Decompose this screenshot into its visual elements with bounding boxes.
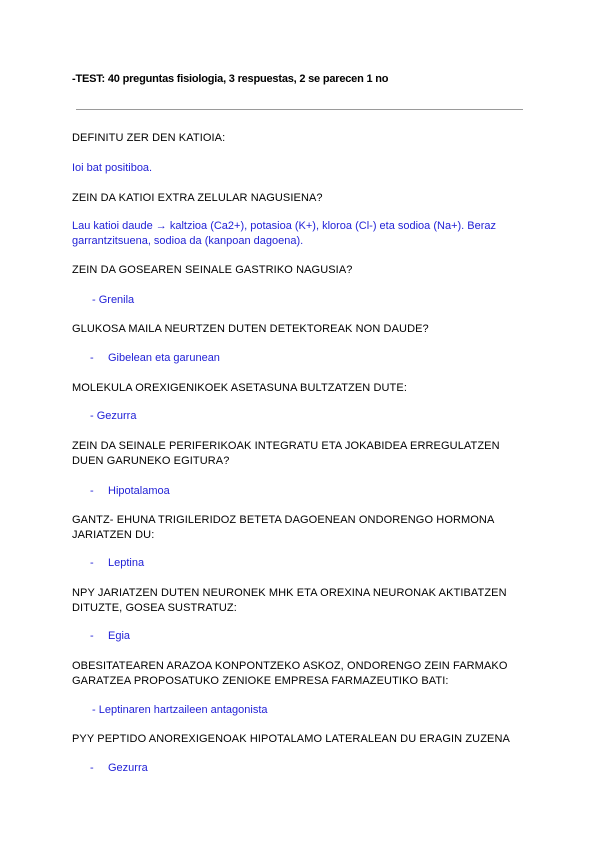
list-dash: - <box>90 762 94 774</box>
answer-10-text: Gezurra <box>108 762 148 774</box>
list-dash: - <box>90 352 94 364</box>
answer-8-text: Egia <box>108 630 131 642</box>
question-5: MOLEKULA OREXIGENIKOEK ASETASUNA BULTZATZEN DUTE: <box>72 382 407 394</box>
answer-7 <box>90 556 144 571</box>
answer-4-text: Gibelean eta garunean <box>108 352 220 364</box>
document-title: -TEST: 40 preguntas fisiologia, 3 respuestas, 2 se parecen 1 no <box>72 73 389 85</box>
horizontal-rule <box>76 109 523 110</box>
question-4: GLUKOSA MAILA NEURTZEN DUTEN DETEKTOREAK NON DAUDE? <box>72 323 429 335</box>
answer-3: - Grenila <box>92 294 135 306</box>
question-7: GANTZ- EHUNA TRIGILERIDOZ BETETA DAGOENEAN ONDORENGO HORMONA JARIATZEN DU: <box>72 514 494 541</box>
list-dash: - <box>90 485 94 497</box>
question-9: OBESITATEAREN ARAZOA KONPONTZEKO ASKOZ, ONDORENGO ZEIN FARMAKO GARATZEA PROPOSATUKO ZENIOKE EMPRESA FARMAZEUTIKO BATI: <box>72 660 508 687</box>
answer-9: - Leptinaren hartzaileen antagonista <box>92 704 268 716</box>
answer-2: Lau katioi daude → kaltzioa (Ca2+), potasioa (K+), kloroa (Cl-) eta sodioa (Na+). Beraz garrantzitsuena, sodioa da (kanpoan dagoena). <box>72 220 497 247</box>
list-dash: - <box>90 630 94 642</box>
question-6: ZEIN DA SEINALE PERIFERIKOAK INTEGRATU ETA JOKABIDEA ERREGULATZEN DUEN GARUNEKO EGITURA? <box>72 440 500 467</box>
answer-1: Ioi bat positiboa. <box>72 162 153 174</box>
list-dash: - <box>90 557 94 569</box>
answer-7-text: Leptina <box>108 557 145 569</box>
question-2: ZEIN DA KATIOI EXTRA ZELULAR NAGUSIENA? <box>72 192 323 204</box>
answer-8 <box>90 629 130 644</box>
question-10: PYY PEPTIDO ANOREXIGENOAK HIPOTALAMO LATERALEAN DU ERAGIN ZUZENA <box>72 733 510 745</box>
answer-4 <box>90 351 220 366</box>
question-8: NPY JARIATZEN DUTEN NEURONEK MHK ETA OREXINA NEURONAK AKTIBATZEN DITUZTE, GOSEA SUSTRATUZ: <box>72 587 507 614</box>
answer-6-text: Hipotalamoa <box>108 485 170 497</box>
answer-6 <box>90 484 170 499</box>
answer-5: - Gezurra <box>90 410 137 422</box>
question-1: DEFINITU ZER DEN KATIOIA: <box>72 132 226 144</box>
answer-10 <box>90 761 148 776</box>
question-3: ZEIN DA GOSEAREN SEINALE GASTRIKO NAGUSIA? <box>72 264 353 276</box>
